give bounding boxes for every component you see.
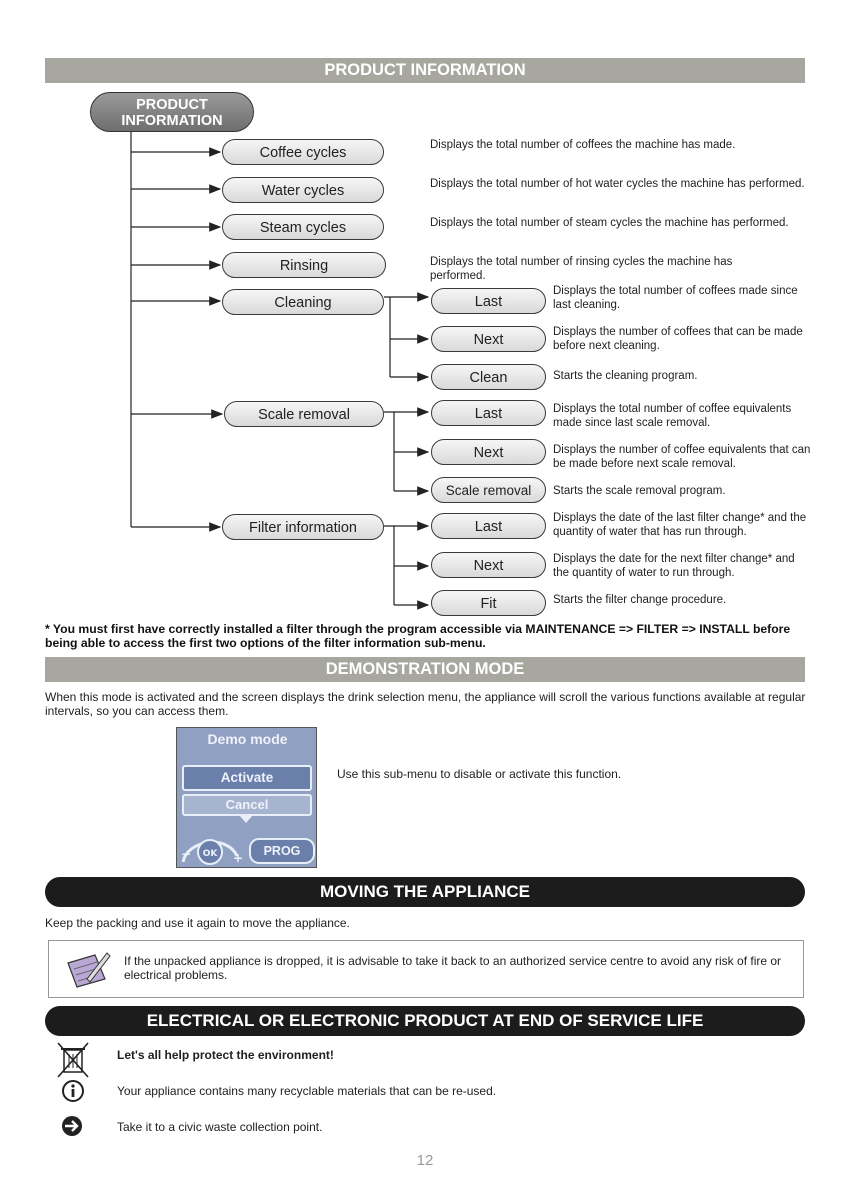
ok-label: OK xyxy=(202,849,218,859)
cancel-button[interactable]: Cancel xyxy=(182,794,312,816)
warning-box xyxy=(48,940,804,998)
steam-cycles-desc: Displays the total number of steam cycles the machine has performed. xyxy=(430,217,789,229)
svg-text:+: + xyxy=(233,851,244,865)
cleaning-next-node: Next xyxy=(431,326,546,352)
recyclable-text: Your appliance contains many recyclable materials that can be re-used. xyxy=(117,1084,497,1098)
steam-cycles-node: Steam cycles xyxy=(222,214,384,240)
demo-screen-title: Demo mode xyxy=(207,731,288,747)
cleaning-node: Cleaning xyxy=(222,289,384,315)
filter-next-desc: Displays the date for the next filter change* and the quantity of water to run through. xyxy=(553,553,795,579)
scale-removal-start-node: Scale removal xyxy=(431,477,546,503)
water-cycles-desc: Displays the total number of hot water cycles the machine has performed. xyxy=(430,178,805,190)
page-number: 12 xyxy=(416,1152,434,1169)
filter-last-node: Last xyxy=(431,513,546,539)
section-header-demonstration-mode: DEMONSTRATION MODE xyxy=(45,657,805,682)
moving-text: Keep the packing and use it again to move the appliance. xyxy=(45,916,350,930)
down-arrow-icon xyxy=(238,814,254,824)
coffee-cycles-node: Coffee cycles xyxy=(222,139,384,165)
section-header-end-of-life: ELECTRICAL OR ELECTRONIC PRODUCT AT END OF SERVICE LIFE xyxy=(45,1006,805,1036)
demo-caption: Use this sub-menu to disable or activate this function. xyxy=(337,767,622,781)
filter-next-node: Next xyxy=(431,552,546,578)
rinsing-node: Rinsing xyxy=(222,252,386,278)
cleaning-clean-desc: Starts the cleaning program. xyxy=(553,370,698,382)
svg-text:−: − xyxy=(181,847,192,861)
scale-next-node: Next xyxy=(431,439,546,465)
root-label-line1: PRODUCT xyxy=(136,97,208,113)
filter-information-node: Filter information xyxy=(222,514,384,540)
section-header-moving-appliance: MOVING THE APPLIANCE xyxy=(45,877,805,907)
prog-button[interactable]: PROG xyxy=(249,838,315,864)
filter-fit-node: Fit xyxy=(431,590,546,616)
cleaning-next-desc: Displays the number of coffees that can be made before next cleaning. xyxy=(553,326,803,352)
scale-last-node: Last xyxy=(431,400,546,426)
cleaning-last-node: Last xyxy=(431,288,546,314)
warning-text: If the unpacked appliance is dropped, it is advisable to take it back to an authorized service centre to avoid any risk of fire or electrical problems. xyxy=(124,954,782,982)
scale-next-desc: Displays the number of coffee equivalents that can be made before next scale removal. xyxy=(553,444,811,470)
filter-fit-desc: Starts the filter change procedure. xyxy=(553,594,727,606)
cleaning-last-desc: Displays the total number of coffees made since last cleaning. xyxy=(553,285,798,311)
demo-mode-screen xyxy=(176,727,317,868)
demo-intro-text: When this mode is activated and the screen displays the drink selection menu, the appliance will scroll the various functions available at regular intervals, so you can access them. xyxy=(45,690,806,718)
info-icon xyxy=(61,1079,85,1103)
filter-last-desc: Displays the date of the last filter change* and the quantity of water that has run through. xyxy=(553,512,807,538)
product-information-root-node xyxy=(90,92,254,132)
scale-removal-node: Scale removal xyxy=(224,401,384,427)
ok-dial-icon[interactable] xyxy=(177,824,249,868)
water-cycles-node: Water cycles xyxy=(222,177,384,203)
section-header-product-information: PRODUCT INFORMATION xyxy=(45,58,805,83)
rinsing-desc: Displays the total number of rinsing cycles the machine has performed. xyxy=(430,256,733,282)
scale-start-desc: Starts the scale removal program. xyxy=(553,485,726,497)
activate-button[interactable]: Activate xyxy=(182,765,312,791)
filter-note: * You must first have correctly installed a filter through the program accessible via MAINTENANCE => FILTER => INSTALL before being able to access the first two options of the filter information sub-menu. xyxy=(45,622,791,650)
arrow-right-circle-icon xyxy=(61,1115,85,1137)
cleaning-clean-node: Clean xyxy=(431,364,546,390)
scale-last-desc: Displays the total number of coffee equivalents made since last scale removal. xyxy=(553,403,792,429)
collection-point-text: Take it to a civic waste collection point. xyxy=(117,1120,323,1134)
coffee-cycles-desc: Displays the total number of coffees the machine has made. xyxy=(430,139,736,151)
root-label-line2: INFORMATION xyxy=(121,113,223,129)
note-pen-icon xyxy=(65,949,111,989)
crossed-bin-icon xyxy=(55,1040,91,1080)
protect-environment-text: Let's all help protect the environment! xyxy=(117,1048,334,1062)
